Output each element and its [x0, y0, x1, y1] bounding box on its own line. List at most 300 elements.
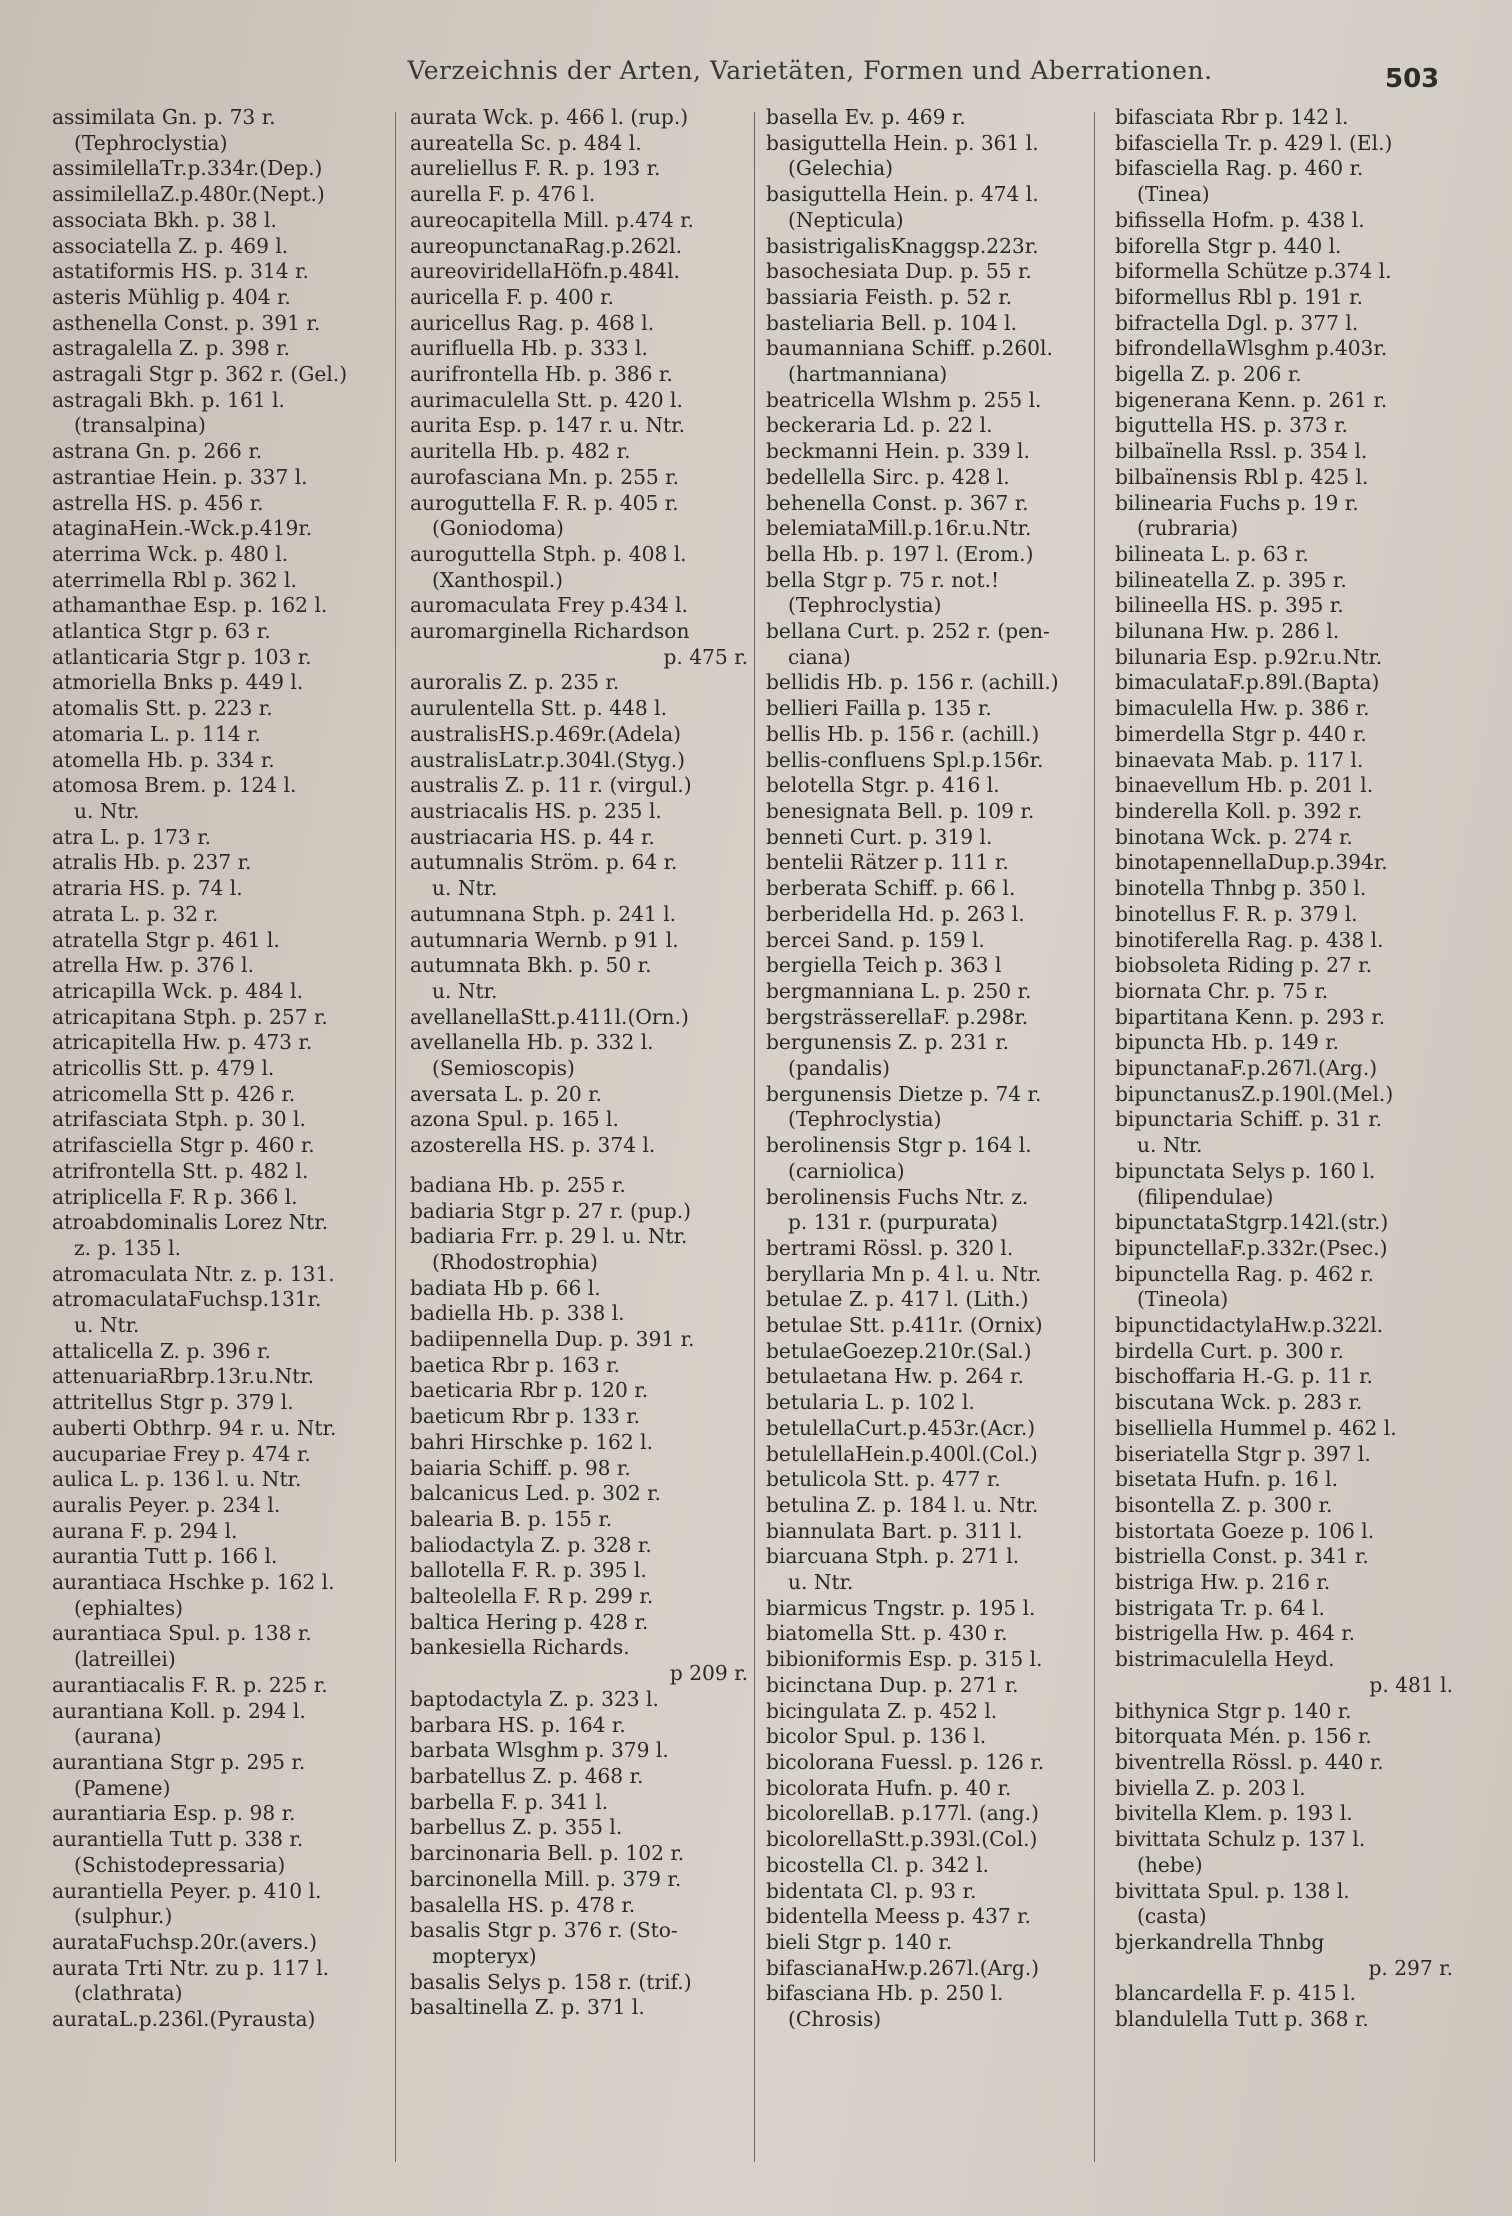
index-entry: belemiataMill.p.16r.u.Ntr. — [766, 516, 1032, 541]
index-entry: azona Spul. p. 165 l. — [410, 1107, 619, 1132]
index-entry: atomaria L. p. 114 r. — [52, 721, 261, 746]
page-number: 503 — [1385, 64, 1440, 94]
index-entry: atricapitella Hw. p. 473 r. — [52, 1030, 313, 1055]
index-entry: auberti Obthrp. 94 r. u. Ntr. — [52, 1415, 337, 1440]
index-entry: bistrigella Hw. p. 464 r. — [1115, 1621, 1356, 1646]
index-entry: bimaculataF.p.89l.(Bapta) — [1115, 670, 1380, 695]
index-entry: bistrigata Tr. p. 64 l. — [1115, 1595, 1325, 1620]
index-entry: aureatella Sc. p. 484 l. — [410, 130, 642, 155]
index-entry: balearia B. p. 155 r. — [410, 1506, 613, 1531]
index-entry: bergunensis Z. p. 231 r. — [766, 1030, 1010, 1055]
index-entry: aurantiana Stgr p. 295 r. — [52, 1750, 306, 1774]
index-entry: aureoviridellaHöfn.p.484l. — [410, 259, 680, 284]
index-entry: (transalpina) — [74, 413, 206, 438]
index-entry: bergunensis Dietze p. 74 r. — [766, 1081, 1042, 1106]
index-entry: aucupariae Frey p. 474 r. — [52, 1441, 311, 1466]
index-entry: barbella F. p. 341 l. — [410, 1789, 609, 1814]
index-entry: auritella Hb. p. 482 r. — [410, 439, 631, 464]
index-entry: p 209 r. — [669, 1661, 748, 1686]
index-entry: (rubraria) — [1137, 516, 1239, 541]
index-entry: bipartitana Kenn. p. 293 r. — [1115, 1004, 1386, 1029]
index-column-1 — [52, 105, 402, 2033]
index-entry: binotiferella Rag. p. 438 l. — [1115, 927, 1384, 952]
index-entry: assimilellaTr.p.334r.(Dep.) — [52, 156, 323, 181]
index-entry: aurata Trti Ntr. zu p. 117 l. — [52, 1955, 330, 1980]
index-entry: (clathrata) — [74, 1981, 183, 2006]
index-entry: biarmicus Tngstr. p. 195 l. — [766, 1595, 1036, 1620]
index-entry: ballotella F. R. p. 395 l. — [410, 1558, 647, 1583]
index-entry: astragali Stgr p. 362 r. (Gel.) — [52, 362, 348, 387]
index-entry: bifasciella Rag. p. 460 r. — [1115, 156, 1364, 181]
index-entry: barbata Wlsghm p. 379 l. — [410, 1738, 669, 1763]
index-entry: biformellus Rbl p. 191 r. — [1115, 284, 1363, 309]
index-entry: u. Ntr. — [1137, 1133, 1203, 1158]
index-entry: bilunaria Esp. p.92r.u.Ntr. — [1115, 644, 1383, 669]
index-entry: (ephialtes) — [74, 1595, 183, 1620]
index-entry: auralis Peyer. p. 234 l. — [52, 1492, 281, 1517]
index-entry: p. 131 r. (purpurata) — [788, 1210, 999, 1235]
index-entry: basella Ev. p. 469 r. — [766, 105, 966, 129]
index-entry: barcinonella Mill. p. 379 r. — [410, 1866, 682, 1891]
index-entry: bimaculella Hw. p. 386 r. — [1115, 696, 1370, 721]
index-entry: atricapilla Wck. p. 484 l. — [52, 978, 304, 1003]
index-entry: atratella Stgr p. 461 l. — [52, 927, 280, 952]
index-entry: basiguttella Hein. p. 474 l. — [766, 182, 1039, 207]
index-entry: auromarginella Richardson — [410, 619, 690, 644]
index-entry: athamanthae Esp. p. 162 l. — [52, 593, 328, 618]
index-entry: ciana) — [788, 644, 851, 669]
index-entry: assimilellaZ.p.480r.(Nept.) — [52, 182, 325, 207]
index-entry: austriacalis HS. p. 235 l. — [410, 798, 662, 823]
index-entry: aurofasciana Mn. p. 255 r. — [410, 464, 680, 489]
index-entry: bipunctella Rag. p. 462 r. — [1115, 1261, 1375, 1286]
index-entry: bistortata Goeze p. 106 l. — [1115, 1518, 1375, 1543]
index-entry: bithynica Stgr p. 140 r. — [1115, 1698, 1352, 1723]
index-entry: bifascianaHw.p.267l.(Arg.) — [766, 1955, 1040, 1980]
index-entry: atrifasciella Stgr p. 460 r. — [52, 1133, 315, 1158]
index-entry: atromaculata Ntr. z. p. 131. — [52, 1261, 335, 1286]
index-entry: baltica Hering p. 428 r. — [410, 1609, 649, 1634]
index-entry: aurita Esp. p. 147 r. u. Ntr. — [410, 413, 685, 438]
index-entry: astrana Gn. p. 266 r. — [52, 439, 263, 464]
index-entry: biscutana Wck. p. 283 r. — [1115, 1390, 1363, 1415]
index-entry: australisLatr.p.304l.(Styg.) — [410, 747, 686, 772]
index-entry: (Chrosis) — [788, 2007, 882, 2032]
index-entry: asteris Mühlig p. 404 r. — [52, 284, 291, 309]
index-entry: z. p. 135 l. — [74, 1235, 182, 1260]
index-entry: autumnata Bkh. p. 50 r. — [410, 953, 652, 978]
index-entry: atrifrontella Stt. p. 482 l. — [52, 1158, 309, 1183]
index-entry: bahri Hirschke p. 162 l. — [410, 1429, 654, 1454]
index-entry: bifissella Hofm. p. 438 l. — [1115, 207, 1365, 232]
index-entry: autumnalis Ström. p. 64 r. — [410, 850, 678, 875]
index-entry: bisontella Z. p. 300 r. — [1115, 1492, 1333, 1517]
index-entry: bergmanniana L. p. 250 r. — [766, 978, 1032, 1003]
index-entry: (Tineola) — [1137, 1287, 1229, 1312]
index-entry: bipunctaria Schiff. p. 31 r. — [1115, 1107, 1383, 1132]
page-header: Verzeichnis der Arten, Varietäten, Formen und Aberrationen. — [407, 56, 1213, 85]
index-entry: atmoriella Bnks p. 449 l. — [52, 670, 304, 695]
index-entry: badiana Hb. p. 255 r. — [410, 1172, 626, 1197]
index-entry: bifasciella Tr. p. 429 l. (El.) — [1115, 130, 1393, 155]
index-entry: p. 297 r. — [1368, 1955, 1453, 1980]
index-entry: bifasciata Rbr p. 142 l. — [1115, 105, 1349, 129]
index-entry: p. 481 l. — [1369, 1672, 1453, 1697]
index-entry: bipuncta Hb. p. 149 r. — [1115, 1030, 1340, 1055]
index-entry: atrella Hw. p. 376 l. — [52, 953, 255, 978]
index-entry: bigella Z. p. 206 r. — [1115, 362, 1302, 387]
index-entry: atromaculataFuchsp.131r. — [52, 1287, 322, 1312]
index-entry: bella Stgr p. 75 r. not.! — [766, 567, 1000, 592]
index-entry: bellis Hb. p. 156 r. (achill.) — [766, 721, 1040, 746]
index-entry: aversata L. p. 20 r. — [410, 1081, 602, 1106]
index-entry: bibioniformis Esp. p. 315 l. — [766, 1647, 1043, 1672]
index-entry: bercei Sand. p. 159 l. — [766, 927, 985, 952]
index-entry: bankesiella Richards. — [410, 1635, 630, 1660]
index-entry: biviella Z. p. 203 l. — [1115, 1775, 1306, 1800]
index-entry: bipunctanusZ.p.190l.(Mel.) — [1115, 1081, 1394, 1106]
index-entry: australis Z. p. 11 r. (virgul.) — [410, 773, 692, 798]
index-entry: australisHS.p.469r.(Adela) — [410, 721, 682, 746]
index-entry: atlanticaria Stgr p. 103 r. — [52, 644, 312, 669]
index-entry: bilunana Hw. p. 286 l. — [1115, 619, 1340, 644]
index-entry: barbellus Z. p. 355 l. — [410, 1815, 623, 1840]
index-entry: asthenella Const. p. 391 r. — [52, 310, 321, 335]
index-entry: (Tephroclystia) — [788, 1107, 942, 1132]
index-entry: betulina Z. p. 184 l. u. Ntr. — [766, 1492, 1039, 1517]
index-entry: basochesiata Dup. p. 55 r. — [766, 259, 1032, 284]
index-entry: beatricella Wlshm p. 255 l. — [766, 387, 1042, 412]
index-entry: bicostella Cl. p. 342 l. — [766, 1852, 989, 1877]
index-entry: ataginaHein.-Wck.p.419r. — [52, 516, 313, 541]
index-entry: bivittata Schulz p. 137 l. — [1115, 1827, 1366, 1852]
index-entry: atricollis Stt. p. 479 l. — [52, 1056, 275, 1081]
index-entry: atomosa Brem. p. 124 l. — [52, 773, 297, 798]
index-entry: avellanellaStt.p.411l.(Orn.) — [410, 1004, 689, 1029]
index-entry: bilbaïnensis Rbl p. 425 l. — [1115, 464, 1369, 489]
index-entry: u. Ntr. — [788, 1570, 854, 1595]
index-entry: attenuariaRbrp.13r.u.Ntr. — [52, 1364, 315, 1389]
index-entry: balteolella F. R p. 299 r. — [410, 1584, 654, 1609]
index-entry: biseriatella Stgr p. 397 l. — [1115, 1441, 1371, 1466]
index-entry: aurantiella Peyer. p. 410 l. — [52, 1878, 322, 1903]
index-entry: atomalis Stt. p. 223 r. — [52, 696, 273, 721]
index-entry: (Pamene) — [74, 1775, 171, 1800]
index-entry: blandulella Tutt p. 368 r. — [1115, 2007, 1369, 2032]
index-entry: austriacaria HS. p. 44 r. — [410, 824, 655, 849]
index-entry: betulellaCurt.p.453r.(Acr.) — [766, 1415, 1036, 1440]
index-entry: barcinonaria Bell. p. 102 r. — [410, 1841, 685, 1866]
index-entry: astragalella Z. p. 398 r. — [52, 336, 290, 361]
index-entry: basistrigalisKnaggsp.223r. — [766, 233, 1039, 258]
index-entry: aurifluella Hb. p. 333 l. — [410, 336, 648, 361]
index-entry: bellana Curt. p. 252 r. (pen- — [766, 619, 1050, 644]
index-entry: berolinensis Fuchs Ntr. z. — [766, 1184, 1029, 1209]
index-entry: atrifasciata Stph. p. 30 l. — [52, 1107, 306, 1132]
index-entry: biobsoleta Riding p. 27 r. — [1115, 953, 1373, 978]
index-entry: u. Ntr. — [74, 798, 140, 823]
index-entry: betularia L. p. 102 l. — [766, 1390, 975, 1415]
index-entry: bicolorellaB. p.177l. (ang.) — [766, 1801, 1039, 1826]
index-entry: baptodactyla Z. p. 323 l. — [410, 1686, 659, 1711]
index-entry: autumnaria Wernb. p 91 l. — [410, 927, 679, 952]
index-entry: beryllaria Mn p. 4 l. u. Ntr. — [766, 1261, 1042, 1286]
index-entry: biformella Schütze p.374 l. — [1115, 259, 1392, 284]
index-entry: attalicella Z. p. 396 r. — [52, 1338, 271, 1363]
index-entry: barbatellus Z. p. 468 r. — [410, 1764, 644, 1788]
index-entry: (Gelechia) — [788, 156, 894, 181]
index-entry: astragali Bkh. p. 161 l. — [52, 387, 285, 412]
index-entry: auromaculata Frey p.434 l. — [410, 593, 688, 618]
index-entry: atricapitana Stph. p. 257 r. — [52, 1004, 328, 1029]
index-entry: azosterella HS. p. 374 l. — [410, 1133, 656, 1158]
index-entry: (Schistodepressaria) — [74, 1852, 286, 1877]
index-entry: aurantiella Tutt p. 338 r. — [52, 1827, 304, 1852]
index-entry: berberidella Hd. p. 263 l. — [766, 901, 1025, 926]
index-entry: u. Ntr. — [432, 978, 498, 1003]
index-entry: bifasciana Hb. p. 250 l. — [766, 1981, 1004, 2006]
index-entry: bicolorata Hufn. p. 40 r. — [766, 1775, 1012, 1800]
index-entry: bellieri Failla p. 135 r. — [766, 696, 992, 721]
index-entry: badiaria Stgr p. 27 r. (pup.) — [410, 1198, 692, 1223]
index-entry: bidentella Meess p. 437 r. — [766, 1904, 1031, 1929]
index-entry: aurulentella Stt. p. 448 l. — [410, 696, 667, 721]
index-entry: berberata Schiff. p. 66 l. — [766, 876, 1016, 901]
index-entry: auroralis Z. p. 235 r. — [410, 670, 620, 695]
index-entry: biarcuana Stph. p. 271 l. — [766, 1544, 1020, 1569]
index-column-3 — [766, 105, 1116, 2033]
index-entry: attritellus Stgr p. 379 l. — [52, 1390, 294, 1415]
index-entry: bicingulata Z. p. 452 l. — [766, 1698, 998, 1723]
index-entry: basteliaria Bell. p. 104 l. — [766, 310, 1017, 335]
index-entry: bellis-confluens Spl.p.156r. — [766, 747, 1044, 772]
index-entry: binaevata Mab. p. 117 l. — [1115, 747, 1364, 772]
index-entry: bicolor Spul. p. 136 l. — [766, 1724, 987, 1749]
index-entry: baetica Rbr p. 163 r. — [410, 1352, 620, 1377]
index-entry: bilineata L. p. 63 r. — [1115, 541, 1309, 566]
index-entry: aterrimella Rbl p. 362 l. — [52, 567, 297, 592]
index-entry: bentelii Rätzer p. 111 r. — [766, 850, 1009, 875]
index-entry: aulica L. p. 136 l. u. Ntr. — [52, 1467, 302, 1492]
index-entry: baiaria Schiff. p. 98 r. — [410, 1455, 631, 1480]
index-entry: binderella Koll. p. 392 r. — [1115, 798, 1363, 823]
index-entry: bipunctanaF.p.267l.(Arg.) — [1115, 1056, 1378, 1081]
index-entry: aurata Wck. p. 466 l. (rup.) — [410, 105, 689, 129]
index-entry: astatiformis HS. p. 314 r. — [52, 259, 309, 284]
index-entry: aurantiana Koll. p. 294 l. — [52, 1698, 306, 1723]
index-entry: baeticaria Rbr p. 120 r. — [410, 1378, 649, 1403]
index-entry: bergiella Teich p. 363 l — [766, 953, 1002, 978]
index-entry: berolinensis Stgr p. 164 l. — [766, 1133, 1032, 1158]
index-entry: bilbaïnella Rssl. p. 354 l. — [1115, 439, 1368, 464]
index-entry: beckmanni Hein. p. 339 l. — [766, 439, 1030, 464]
index-entry: (sulphur.) — [74, 1904, 173, 1929]
index-entry: baeticum Rbr p. 133 r. — [410, 1404, 641, 1429]
index-entry: bicinctana Dup. p. 271 r. — [766, 1672, 1019, 1697]
index-entry: biselliella Hummel p. 462 l. — [1115, 1415, 1397, 1440]
index-entry: (latreillei) — [74, 1647, 176, 1672]
index-column-4 — [1115, 105, 1465, 2033]
index-entry: barbara HS. p. 164 r. — [410, 1712, 626, 1737]
index-entry: basalis Selys p. 158 r. (trif.) — [410, 1969, 692, 1994]
index-entry: auroguttella F. R. p. 405 r. — [410, 490, 679, 515]
index-entry: aureopunctanaRag.p.262l. — [410, 233, 682, 258]
index-entry: bella Hb. p. 197 l. (Erom.) — [766, 541, 1034, 566]
index-entry: birdella Curt. p. 300 r. — [1115, 1338, 1344, 1363]
index-entry: autumnana Stph. p. 241 l. — [410, 901, 677, 926]
index-entry: binotana Wck. p. 274 r. — [1115, 824, 1353, 849]
index-entry: balcanicus Led. p. 302 r. — [410, 1481, 661, 1506]
index-entry: bipunctataStgrp.142l.(str.) — [1115, 1210, 1389, 1235]
index-entry: benesignata Bell. p. 109 r. — [766, 798, 1035, 823]
index-entry: bieli Stgr p. 140 r. — [766, 1929, 953, 1954]
index-entry: bigenerana Kenn. p. 261 r. — [1115, 387, 1388, 412]
index-entry: p. 475 r. — [663, 644, 748, 669]
index-entry: blancardella F. p. 415 l. — [1115, 1981, 1356, 2006]
index-entry: aurimaculella Stt. p. 420 l. — [410, 387, 683, 412]
index-entry: basaltinella Z. p. 371 l. — [410, 1995, 645, 2020]
index-entry: biannulata Bart. p. 311 l. — [766, 1518, 1023, 1543]
index-entry: bisetata Hufn. p. 16 l. — [1115, 1467, 1339, 1492]
index-entry: (Tephroclystia) — [788, 593, 942, 618]
index-entry: bilineella HS. p. 395 r. — [1115, 593, 1344, 618]
index-entry: (aurana) — [74, 1724, 162, 1749]
index-entry: bidentata Cl. p. 93 r. — [766, 1878, 977, 1903]
index-entry: assimilata Gn. p. 73 r. — [52, 105, 276, 129]
index-entry: bischoffaria H.-G. p. 11 r. — [1115, 1364, 1373, 1389]
index-entry: bistriga Hw. p. 216 r. — [1115, 1570, 1331, 1595]
index-column-2 — [410, 105, 760, 2021]
index-entry: bivitella Klem. p. 193 l. — [1115, 1801, 1353, 1826]
index-entry: biforella Stgr p. 440 l. — [1115, 233, 1342, 258]
index-entry: aurifrontella Hb. p. 386 r. — [410, 362, 673, 387]
index-entry: badiata Hb p. 66 l. — [410, 1275, 601, 1300]
index-entry: betulae Z. p. 417 l. (Lith.) — [766, 1287, 1029, 1312]
index-entry: (Nepticula) — [788, 207, 904, 232]
index-entry: aurella F. p. 476 l. — [410, 182, 596, 207]
index-entry: beckeraria Ld. p. 22 l. — [766, 413, 993, 438]
index-entry: basalis Stgr p. 376 r. (Sto- — [410, 1918, 678, 1943]
index-entry: atraria HS. p. 74 l. — [52, 876, 243, 901]
index-entry: associata Bkh. p. 38 l. — [52, 207, 277, 232]
index-entry: bicolorellaStt.p.393l.(Col.) — [766, 1827, 1038, 1852]
index-entry: binotella Thnbg p. 350 l. — [1115, 876, 1367, 901]
index-entry: avellanella Hb. p. 332 l. — [410, 1030, 654, 1055]
index-entry: binaevellum Hb. p. 201 l. — [1115, 773, 1374, 798]
index-entry: aterrima Wck. p. 480 l. — [52, 541, 289, 566]
index-entry: baumanniana Schiff. p.260l. — [766, 336, 1053, 361]
index-entry: belotella Stgr. p. 416 l. — [766, 773, 1000, 798]
index-entry: bistriella Const. p. 341 r. — [1115, 1544, 1369, 1569]
index-entry: betulaeGoezep.210r.(Sal.) — [766, 1338, 1032, 1363]
index-entry: betulicola Stt. p. 477 r. — [766, 1467, 1001, 1492]
index-entry: bipunctata Selys p. 160 l. — [1115, 1158, 1376, 1183]
index-entry: auroguttella Stph. p. 408 l. — [410, 541, 687, 566]
index-entry: biornata Chr. p. 75 r. — [1115, 978, 1329, 1003]
index-entry: atroabdominalis Lorez Ntr. — [52, 1210, 329, 1235]
index-entry: bedellella Sirc. p. 428 l. — [766, 464, 1010, 489]
index-entry: basalella HS. p. 478 r. — [410, 1892, 636, 1917]
index-entry: bellidis Hb. p. 156 r. (achill.) — [766, 670, 1059, 695]
index-entry: auricellus Rag. p. 468 l. — [410, 310, 655, 335]
index-entry: (Tephroclystia) — [74, 130, 228, 155]
index-entry: atlantica Stgr p. 63 r. — [52, 619, 271, 644]
index-entry: badiella Hb. p. 338 l. — [410, 1301, 625, 1326]
index-entry: bertrami Rössl. p. 320 l. — [766, 1235, 1014, 1260]
index-entry: (casta) — [1137, 1904, 1207, 1929]
index-entry: auricella F. p. 400 r. — [410, 284, 615, 309]
index-entry: basiguttella Hein. p. 361 l. — [766, 130, 1039, 155]
index-entry: benneti Curt. p. 319 l. — [766, 824, 993, 849]
index-entry: astrella HS. p. 456 r. — [52, 490, 264, 515]
index-entry: bipunctidactylaHw.p.322l. — [1115, 1313, 1384, 1338]
index-entry: atricomella Stt p. 426 r. — [52, 1081, 296, 1106]
index-entry: (pandalis) — [788, 1056, 890, 1081]
index-entry: mopteryx) — [432, 1943, 537, 1968]
index-entry: betulellaHein.p.400l.(Col.) — [766, 1441, 1038, 1466]
index-entry: badiaria Frr. p. 29 l. u. Ntr. — [410, 1224, 688, 1249]
index-entry: aurantiaria Esp. p. 98 r. — [52, 1801, 296, 1826]
index-entry: (Goniodoma) — [432, 516, 564, 541]
index-entry: (Rhodostrophia) — [432, 1249, 598, 1274]
index-entry: aureliellus F. R. p. 193 r. — [410, 156, 661, 181]
index-entry: biguttella HS. p. 373 r. — [1115, 413, 1348, 438]
index-entry: bimerdella Stgr p. 440 r. — [1115, 721, 1367, 746]
index-entry: (hebe) — [1137, 1852, 1203, 1877]
index-entry: biatomella Stt. p. 430 r. — [766, 1621, 1008, 1646]
index-entry: bitorquata Mén. p. 156 r. — [1115, 1724, 1372, 1749]
index-entry: (Semioscopis) — [432, 1056, 575, 1081]
index-entry: aurana F. p. 294 l. — [52, 1518, 238, 1543]
index-entry: associatella Z. p. 469 l. — [52, 233, 289, 258]
index-entry: aurantiaca Hschke p. 162 l. — [52, 1570, 335, 1595]
index-entry: bifrondellaWlsghm p.403r. — [1115, 336, 1388, 361]
index-entry: u. Ntr. — [74, 1313, 140, 1338]
index-entry: aurantiaca Spul. p. 138 r. — [52, 1621, 312, 1646]
index-entry: bipunctellaF.p.332r.(Psec.) — [1115, 1235, 1388, 1260]
index-entry: badiipennella Dup. p. 391 r. — [410, 1327, 695, 1352]
index-entry: binotellus F. R. p. 379 l. — [1115, 901, 1358, 926]
index-entry: aurantiacalis F. R. p. 225 r. — [52, 1672, 328, 1697]
index-entry: atra L. p. 173 r. — [52, 824, 212, 849]
index-entry: bistrimaculella Heyd. — [1115, 1647, 1335, 1672]
index-entry: atralis Hb. p. 237 r. — [52, 850, 252, 875]
index-entry: behenella Const. p. 367 r. — [766, 490, 1029, 515]
index-entry: (hartmanniana) — [788, 362, 948, 387]
index-entry: aurataFuchsp.20r.(avers.) — [52, 1929, 317, 1954]
index-entry: astrantiae Hein. p. 337 l. — [52, 464, 308, 489]
index-entry: (carniolica) — [788, 1158, 905, 1183]
index-entry: betulaetana Hw. p. 264 r. — [766, 1364, 1024, 1389]
index-entry: (Xanthospil.) — [432, 567, 564, 592]
index-entry: (filipendulae) — [1137, 1184, 1274, 1209]
index-entry: bassiaria Feisth. p. 52 r. — [766, 284, 1013, 309]
index-entry: atomella Hb. p. 334 r. — [52, 747, 275, 772]
index-entry: bivittata Spul. p. 138 l. — [1115, 1878, 1350, 1903]
index-entry: atriplicella F. R p. 366 l. — [52, 1184, 298, 1209]
index-entry: aurataL.p.236l.(Pyrausta) — [52, 2007, 316, 2032]
index-entry: betulae Stt. p.411r. (Ornix) — [766, 1313, 1043, 1338]
index-entry: bjerkandrella Thnbg — [1115, 1929, 1325, 1954]
index-entry: baliodactyla Z. p. 328 r. — [410, 1532, 652, 1557]
index-entry: biventrella Rössl. p. 440 r. — [1115, 1750, 1384, 1774]
index-entry: binotapennellaDup.p.394r. — [1115, 850, 1388, 875]
index-entry: bicolorana Fuessl. p. 126 r. — [766, 1750, 1045, 1774]
index-entry: bifractella Dgl. p. 377 l. — [1115, 310, 1359, 335]
index-entry: (Tinea) — [1137, 182, 1210, 207]
index-entry: bergsträsserellaF. p.298r. — [766, 1004, 1029, 1029]
index-entry: aurantia Tutt p. 166 l. — [52, 1544, 278, 1569]
